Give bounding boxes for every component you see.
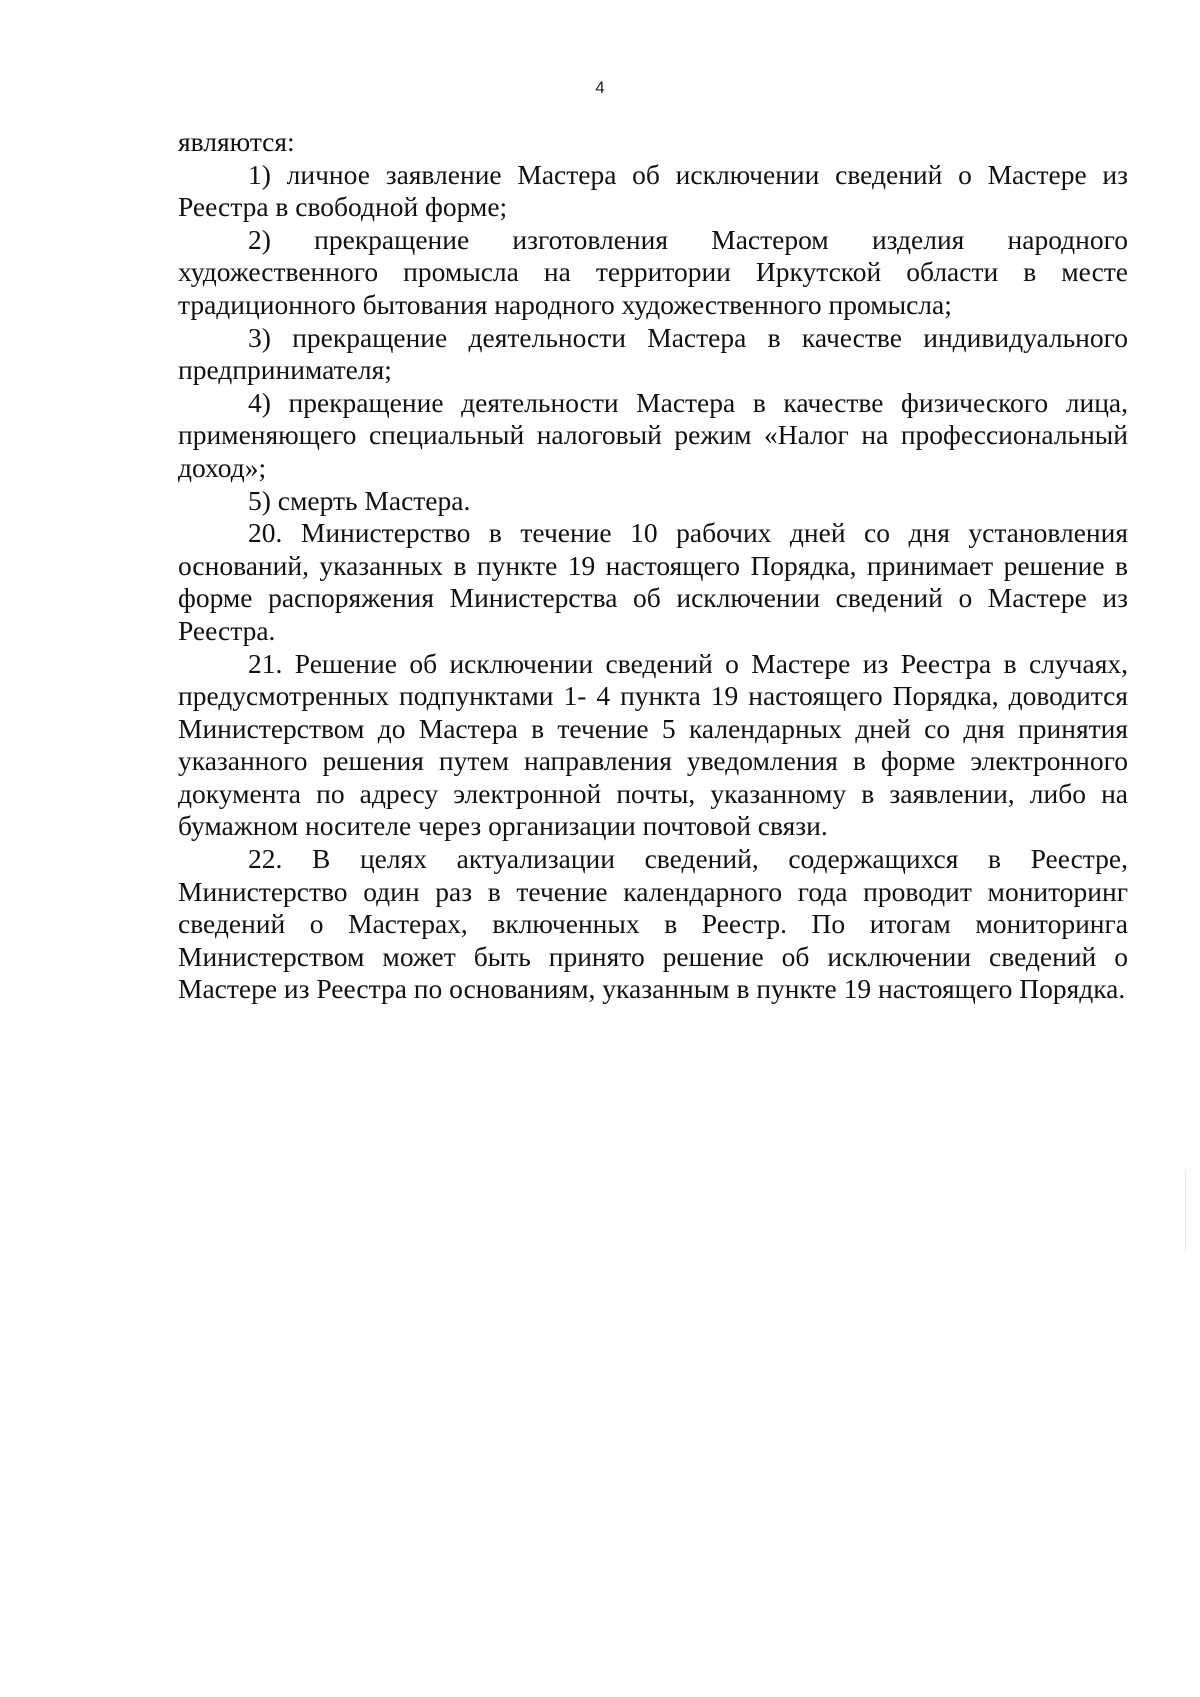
list-item-3: 3) прекращение деятельности Мастера в качестве индивидуального предпринимателя; <box>178 321 1128 386</box>
clause-22: 22. В целях актуализации сведений, содержащихся в Реестре, Министерство один раз в течение календарного года проводит мониторинг сведений о Мастерах, включенных в Реестр. По итогам мониторинга Министерством может быть принято решение об исключении сведений о Мастере из Реестра по основаниям, указанным в пункте 19 настоящего Порядка. <box>178 843 1128 1005</box>
list-item-5: 5) смерть Мастера. <box>248 484 471 516</box>
scan-artifact <box>1185 1170 1186 1250</box>
page-number: 4 <box>595 78 605 97</box>
paragraph-continuation: являются: <box>178 126 295 157</box>
document-body <box>178 126 1128 1006</box>
list-item-1: 1) личное заявление Мастера об исключении сведений о Мастере из Реестра в свободной форме; <box>178 158 1128 223</box>
clause-20: 20. Министерство в течение 10 рабочих дней со дня установления оснований, указанных в пункте 19 настоящего Порядка, принимает решение в форме распоряжения Министерства об исключении сведений о Мастере из Реестра. <box>178 517 1128 646</box>
list-item-4: 4) прекращение деятельности Мастера в качестве физического лица, применяющего специальный налоговый режим «Налог на профессиональный доход»; <box>178 386 1128 483</box>
clause-21: 21. Решение об исключении сведений о Мастере из Реестра в случаях, предусмотренных подпунктами 1- 4 пункта 19 настоящего Порядка, доводится Министерством до Мастера в течение 5 календарных дней со дня принятия указанного решения путем направления уведомления в форме электронного документа по адресу электронной почты, указанному в заявлении, либо на бумажном носителе через организации почтовой связи. <box>178 647 1128 842</box>
list-item-2: 2) прекращение изготовления Мастером изделия народного художественного промысла на территории Иркутской области в месте традиционного бытования народного художественного промысла; <box>178 223 1128 320</box>
